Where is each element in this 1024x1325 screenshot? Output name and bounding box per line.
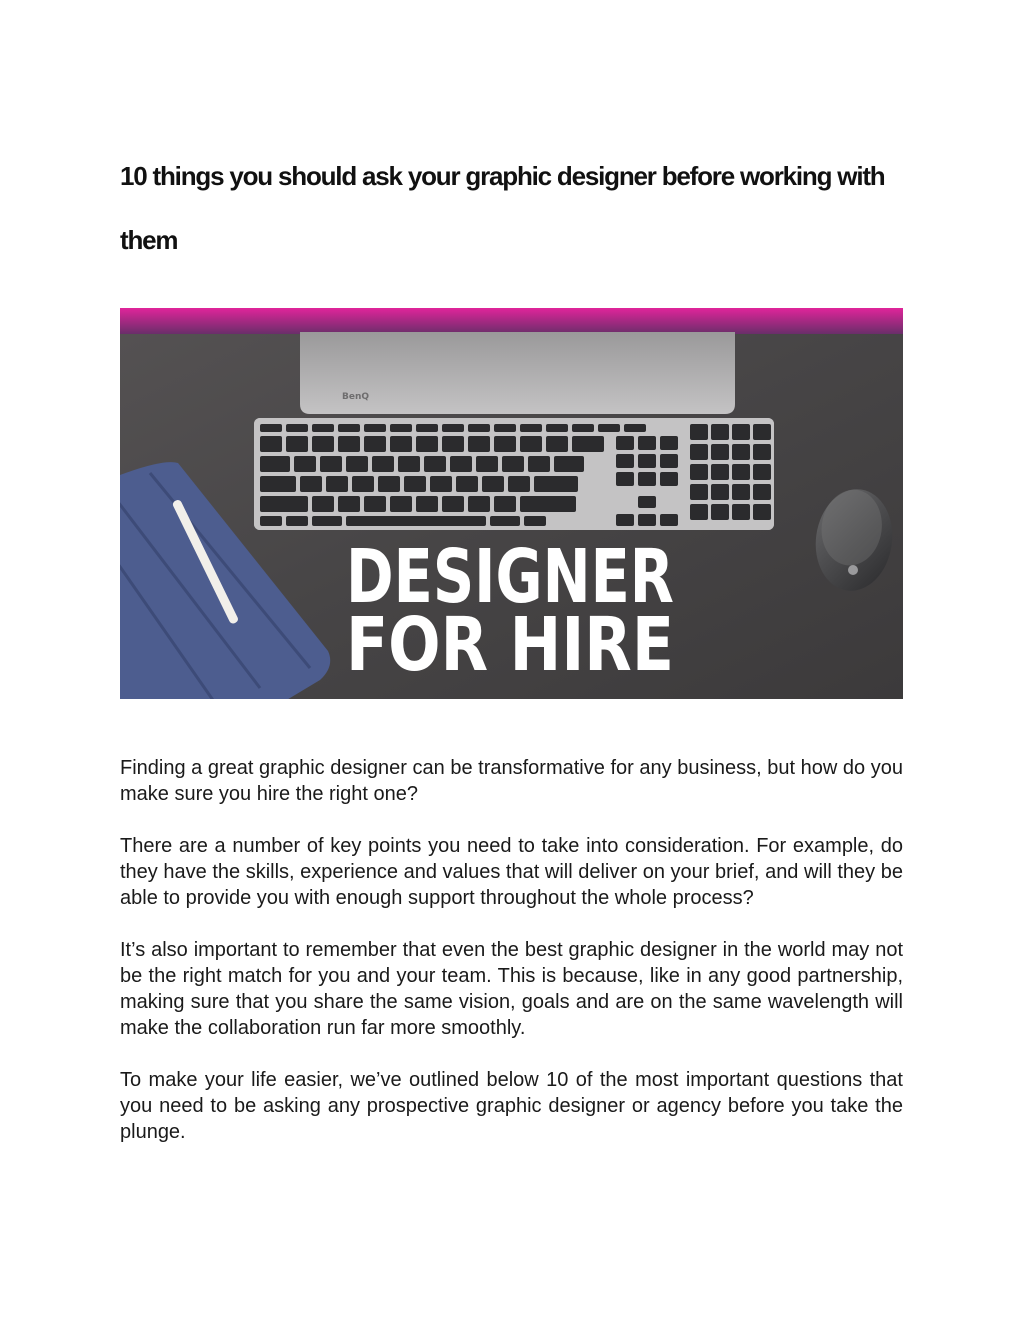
hero-image [120,308,903,699]
keyboard [254,418,774,530]
monitor-brand-logo: BenQ [342,392,370,402]
paragraph-intro: Finding a great graphic designer can be transformative for any business, but how do you make sure you hire the right one? [120,757,903,805]
paragraph-key-points: There are a number of key points you need to take into consideration. For example, do they have the skills, experience and values that will deliver on your brief, and will they be able to provide you with enough support throughout the whole process? [120,835,903,909]
paragraph-outline: To make your life easier, we’ve outlined below 10 of the most important questions that you need to be asking any prospective graphic designer or agency before you take the plunge. [120,1069,903,1143]
article-title: 10 things you should ask your graphic designer before working with them [120,161,885,255]
paragraph-partnership: It’s also important to remember that even the best graphic designer in the world may not be the right match for you and your team. This is because, like in any good partnership, making sure that you share the same vision, goals and are on the same wavelength will make the collaboration run far more smoothly. [120,939,903,1039]
hero-headline-line-2: FOR HIRE [346,602,674,688]
article-body [120,755,903,1171]
hero-headline-line-1: DESIGNER [346,534,674,620]
monitor-glow [120,308,903,334]
